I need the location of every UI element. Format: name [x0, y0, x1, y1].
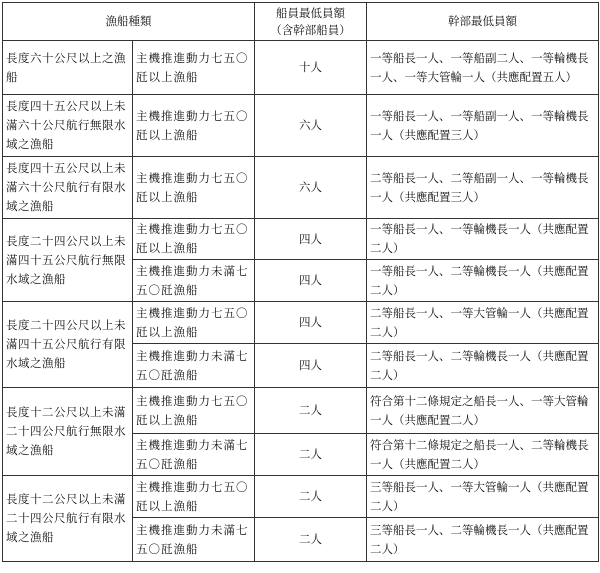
- officer-min: 一等船長一人、二等輪機長一人（共應配置二人）: [367, 260, 599, 302]
- min-crew: 六人: [255, 95, 367, 157]
- table-row: [3, 302, 599, 344]
- officer-min: 三等船長一人、二等輪機長一人（共應配置二人）: [367, 518, 599, 562]
- table-row: [3, 157, 599, 219]
- crew-requirements-table: [2, 2, 599, 562]
- min-crew: 四人: [255, 219, 367, 260]
- officer-min: 二等船長一人、一等大管輪一人（共應配置二人）: [367, 302, 599, 344]
- officer-min: 三等船長一人、一等大管輪一人（共應配置二人）: [367, 476, 599, 518]
- min-crew: 二人: [255, 518, 367, 562]
- table-row: [3, 476, 599, 518]
- vessel-category: 長度四十五公尺以上未滿六十公尺航行有限水域之漁船: [3, 157, 133, 219]
- engine-power: 主機推進動力未滿七五〇瓩漁船: [133, 434, 255, 476]
- engine-power: 主機推進動力七五〇瓩以上漁船: [133, 41, 255, 95]
- engine-power: 主機推進動力七五〇瓩以上漁船: [133, 476, 255, 518]
- engine-power: 主機推進動力未滿七五〇瓩漁船: [133, 260, 255, 302]
- officer-min: 一等船長一人、一等輪機長一人（共應配置二人）: [367, 219, 599, 260]
- engine-power: 主機推進動力未滿七五〇瓩漁船: [133, 344, 255, 388]
- engine-power: 主機推進動力未滿七五〇瓩漁船: [133, 518, 255, 562]
- table-row: [3, 219, 599, 260]
- min-crew: 二人: [255, 388, 367, 434]
- vessel-category: 長度二十四公尺以上未滿四十五公尺航行無限水域之漁船: [3, 219, 133, 302]
- vessel-category: 長度二十四公尺以上未滿四十五公尺航行有限水域之漁船: [3, 302, 133, 388]
- header-min-crew-line1: 船員最低員額: [276, 5, 345, 20]
- officer-min: 二等船長一人、二等船副一人、一等輪機長一人（共應配置三人）: [367, 157, 599, 219]
- engine-power: 主機推進動力七五〇瓩以上漁船: [133, 95, 255, 157]
- engine-power: 主機推進動力七五〇瓩以上漁船: [133, 219, 255, 260]
- vessel-category: 長度十二公尺以上未滿二十四公尺航行有限水域之漁船: [3, 476, 133, 562]
- officer-min: 一等船長一人、一等船副二人、一等輪機長一人、一等大管輪一人（共應配置五人）: [367, 41, 599, 95]
- min-crew: 四人: [255, 260, 367, 302]
- min-crew: 四人: [255, 344, 367, 388]
- table-row: [3, 388, 599, 434]
- officer-min: 符合第十二條規定之船長一人、二等輪機長一人（共應配置二人）: [367, 434, 599, 476]
- officer-min: 符合第十二條規定之船長一人、一等大管輪一人（共應配置二人）: [367, 388, 599, 434]
- vessel-category: 長度六十公尺以上之漁船: [3, 41, 133, 95]
- engine-power: 主機推進動力七五〇瓩以上漁船: [133, 388, 255, 434]
- header-vessel-type: 漁船種類: [3, 3, 255, 41]
- officer-min: 一等船長一人、一等船副一人、一等輪機長一人（共應配置三人）: [367, 95, 599, 157]
- header-officer-min: 幹部最低員額: [367, 3, 599, 41]
- engine-power: 主機推進動力七五〇瓩以上漁船: [133, 302, 255, 344]
- min-crew: 十人: [255, 41, 367, 95]
- header-min-crew-line2: （含幹部船員）: [270, 22, 351, 37]
- document-page: [2, 2, 599, 562]
- min-crew: 四人: [255, 302, 367, 344]
- header-row: [3, 3, 599, 41]
- engine-power: 主機推進動力七五〇瓩以上漁船: [133, 157, 255, 219]
- min-crew: 二人: [255, 434, 367, 476]
- vessel-category: 長度四十五公尺以上未滿六十公尺航行無限水域之漁船: [3, 95, 133, 157]
- table-row: [3, 41, 599, 95]
- officer-min: 二等船長一人、二等輪機長一人（共應配置二人）: [367, 344, 599, 388]
- table-row: [3, 95, 599, 157]
- header-min-crew: [255, 3, 367, 41]
- vessel-category: 長度十二公尺以上未滿二十四公尺航行無限水域之漁船: [3, 388, 133, 476]
- min-crew: 六人: [255, 157, 367, 219]
- min-crew: 二人: [255, 476, 367, 518]
